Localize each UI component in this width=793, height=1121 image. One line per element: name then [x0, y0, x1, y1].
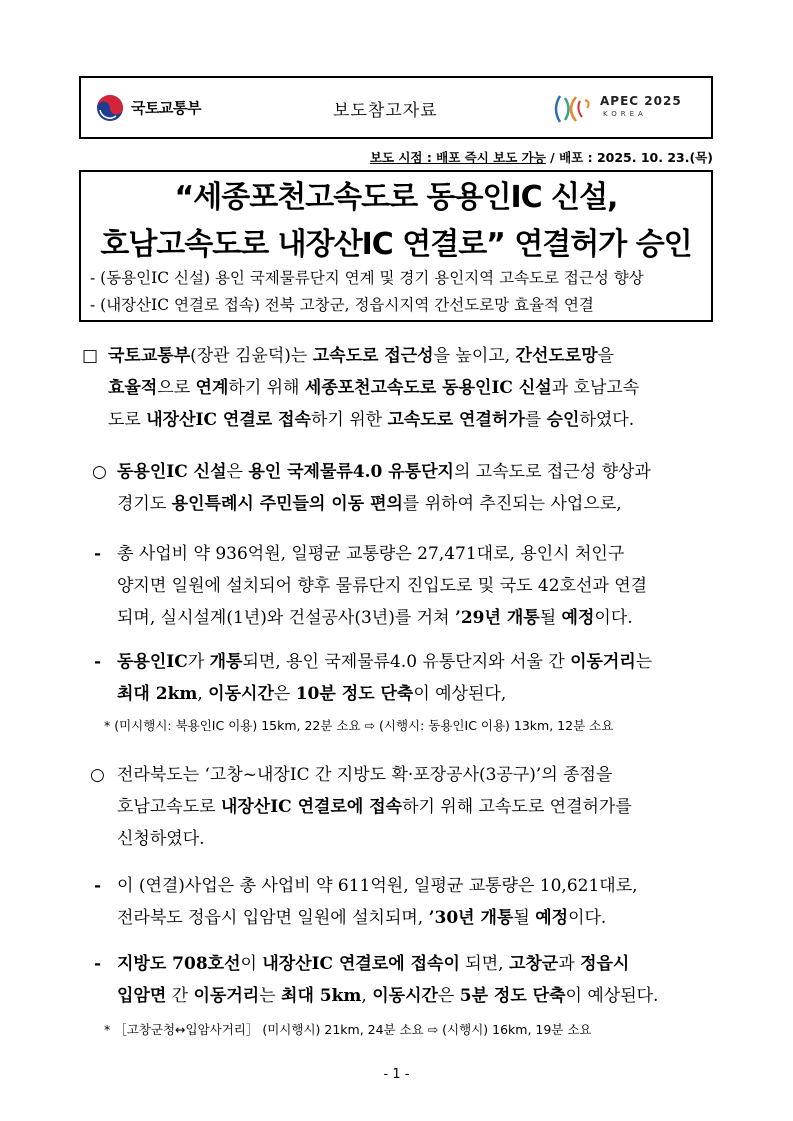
sec2-line-3: 신청하였다.: [117, 829, 205, 849]
headline-line-2: 호남고속도로 내장산IC 연결로” 연결허가 승인: [100, 227, 692, 262]
sec2-d1-line-2: 전라북도 정읍시 입암면 일원에 설치되며, ’30년 개통될 예정이다.: [117, 908, 607, 928]
apec-logo-title: APEC 2025: [600, 94, 682, 108]
lead-line-1: 국토교통부(장관 김윤덕)는 고속도로 접근성을 높이고, 간선도로망을: [108, 346, 615, 366]
lead-line-2: 효율적으로 연계하기 위해 세종포천고속도로 동용인IC 신설과 호남고속: [108, 378, 640, 398]
headline-line-1: “세종포천고속도로 동용인IC 신설,: [174, 180, 618, 215]
sec2-footnote: * ［고창군청↔입암사거리］ (미시행시) 21km, 24분 소요 ⇨ (시행시) 16km, 19분 소요: [104, 1022, 592, 1037]
release-date: 배포 : 2025. 10. 23.(목): [559, 150, 713, 165]
apec-logo-sub: KOREA: [603, 110, 647, 118]
sec1-line-1: 동용인IC 신설은 용인 국제물류4.0 유통단지의 고속도로 접근성 향상과: [117, 462, 651, 482]
release-info: [313, 148, 713, 166]
sec1-d1-line-1: 총 사업비 약 936억원, 일평균 교통량은 27,471대로, 용인시 처인구: [117, 544, 625, 564]
sec2-d1-dash: -: [94, 876, 102, 896]
sec1-d2-dash: -: [94, 652, 102, 672]
sec1-d1-line-3: 되며, 실시설계(1년)와 건설공사(3년)를 거쳐 ’29년 개통될 예정이다.: [117, 608, 633, 628]
sec2-line-2: 호남고속도로 내장산IC 연결로에 접속하기 위해 고속도로 연결허가를: [117, 797, 632, 817]
lead-bullet: □: [82, 346, 99, 366]
sec1-d1-line-2: 양지면 일원에 설치되어 향후 물류단지 진입도로 및 국도 42호선과 연결: [117, 576, 648, 596]
sec2-bullet: ○: [90, 765, 105, 785]
document-type: 보도참고자료: [333, 101, 438, 121]
release-separator: /: [545, 150, 560, 165]
sec2-d2-dash: -: [94, 954, 102, 974]
ministry-name: 국토교통부: [131, 99, 201, 117]
sec1-footnote: * (미시행시: 북용인IC 이용) 15km, 22분 소요 ⇨ (시행시: 동용인IC 이용) 13km, 12분 소요: [104, 718, 614, 733]
sec2-d2-line-1: 지방도 708호선이 내장산IC 연결로에 접속이 되면, 고창군과 정읍시: [117, 954, 630, 974]
sec2-d2-line-2: 입암면 간 이동거리는 최대 5km, 이동시간은 5분 정도 단축이 예상된다.: [117, 986, 659, 1006]
subheadline-1: - (동용인IC 신설) 용인 국제물류단지 연계 및 경기 용인지역 고속도로 접근성 향상: [90, 269, 644, 287]
apec-logo-icon: [552, 92, 594, 126]
sec1-d2-line-1: 동용인IC가 개통되면, 용인 국제물류4.0 유통단지와 서울 간 이동거리는: [117, 652, 653, 672]
sec1-d1-dash: -: [94, 544, 102, 564]
release-timing: 보도 시점 : 배포 즉시 보도 가능: [369, 150, 546, 165]
subheadline-2: - (내장산IC 연결로 접속) 전북 고창군, 정읍시지역 간선도로망 효율적 연결: [90, 296, 594, 314]
sec1-d2-line-2: 최대 2km, 이동시간은 10분 정도 단축이 예상된다,: [117, 684, 507, 704]
sec2-line-1: 전라북도는 ‘고창~내장IC 간 지방도 확·포장공사(3공구)’의 종점을: [117, 765, 613, 785]
sec1-bullet: ○: [92, 462, 107, 482]
lead-line-3: 도로 내장산IC 연결로 접속하기 위한 고속도로 연결허가를 승인하였다.: [108, 410, 635, 430]
ministry-emblem-icon: [96, 94, 124, 122]
sec1-line-2: 경기도 용인특례시 주민들의 이동 편의를 위하여 추진되는 사업으로,: [117, 494, 622, 514]
page-number: - 1 -: [383, 1067, 410, 1082]
sec2-d1-line-1: 이 (연결)사업은 총 사업비 약 611억원, 일평균 교통량은 10,621대로,: [117, 876, 638, 896]
